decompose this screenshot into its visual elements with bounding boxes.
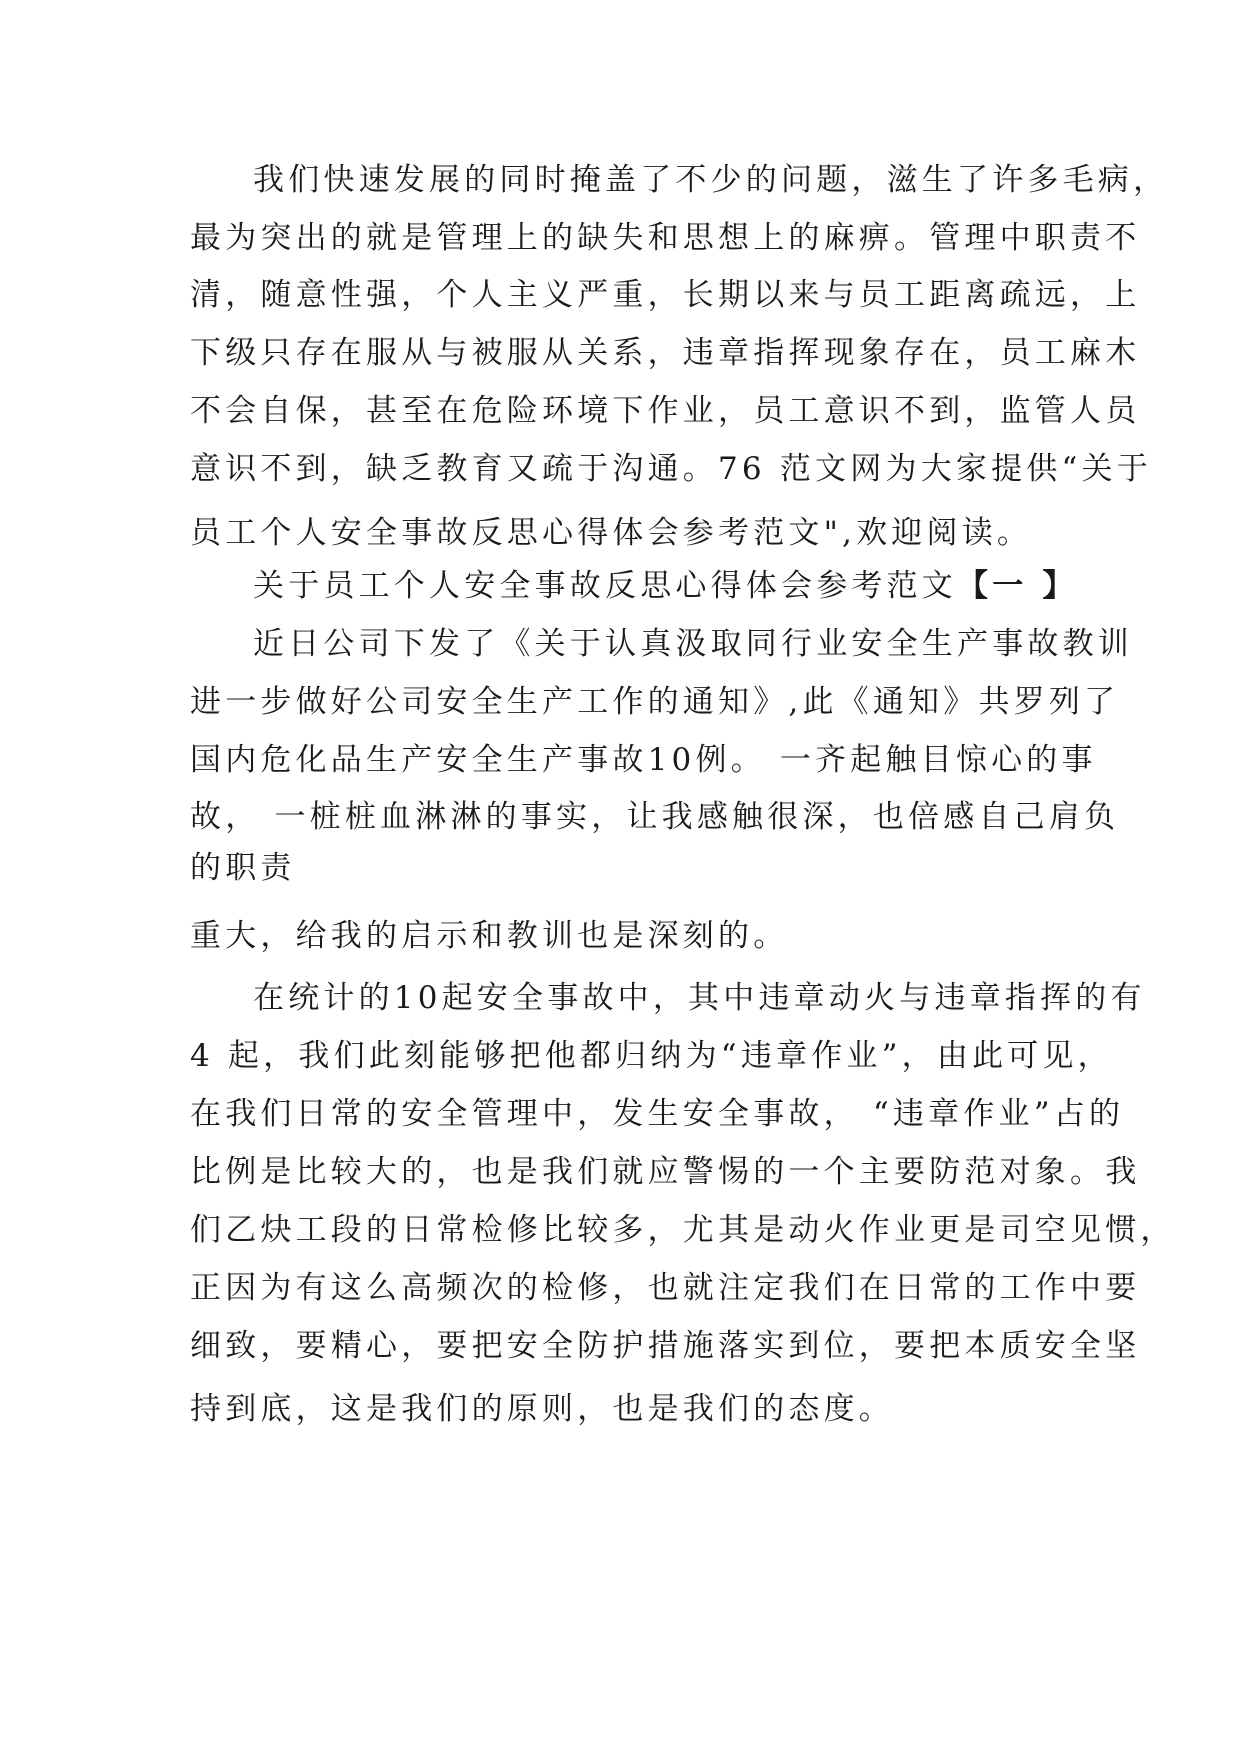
- paragraph-line: 最为突出的就是管理上的缺失和思想上的麻痹。管理中职责不: [190, 220, 1141, 256]
- paragraph-line: 持到底，这是我们的原则，也是我们的态度。: [190, 1391, 894, 1427]
- paragraph-line: 清，随意性强，个人主义严重，长期以来与员工距离疏远，上: [190, 277, 1141, 313]
- paragraph-line: 我们快速发展的同时掩盖了不少的问题，滋生了许多毛病，: [253, 162, 1169, 198]
- paragraph-line: 的职责: [190, 850, 296, 886]
- paragraph-line: 细致，要精心，要把安全防护措施落实到位，要把本质安全坚: [190, 1328, 1141, 1364]
- paragraph-line: 故， 一桩桩血淋淋的事实，让我感触很深，也倍感自己肩负: [190, 799, 1120, 835]
- paragraph-line: 员工个人安全事故反思心得体会参考范文",欢迎阅读。: [190, 515, 1033, 551]
- paragraph-line: 在我们日常的安全管理中，发生安全事故， “违章作业”占的: [190, 1096, 1125, 1132]
- section-heading-number: 【一 】: [957, 568, 1078, 604]
- paragraph-line: 正因为有这么高频次的检修，也就注定我们在日常的工作中要: [190, 1270, 1141, 1306]
- paragraph-line: 不会自保，甚至在危险环境下作业，员工意识不到，监管人员: [190, 393, 1141, 429]
- paragraph-line: 重大，给我的启示和教训也是深刻的。: [190, 918, 789, 954]
- paragraph-line: 们乙炔工段的日常检修比较多，尤其是动火作业更是司空见惯，: [190, 1212, 1176, 1248]
- section-heading: [253, 566, 1078, 606]
- paragraph-line: 进一步做好公司安全生产工作的通知》,此《通知》共罗列了: [190, 684, 1120, 720]
- paragraph-line: 国内危化品生产安全生产事故10例。 一齐起触目惊心的事: [190, 742, 1097, 778]
- paragraph-line: 4 起，我们此刻能够把他都归纳为“违章作业”，由此可见，: [190, 1038, 1113, 1074]
- paragraph-line: 在统计的10起安全事故中，其中违章动火与违章指挥的有: [253, 980, 1146, 1016]
- paragraph-line: 意识不到，缺乏教育又疏于沟通。76 范文网为大家提供“关于: [190, 451, 1152, 487]
- paragraph-line: 近日公司下发了《关于认真汲取同行业安全生产事故教训: [253, 626, 1133, 662]
- paragraph-line: 下级只存在服从与被服从关系，违章指挥现象存在，员工麻木: [190, 335, 1141, 371]
- paragraph-line: 比例是比较大的，也是我们就应警惕的一个主要防范对象。我: [190, 1154, 1141, 1190]
- section-heading-text: 关于员工个人安全事故反思心得体会参考范文: [253, 568, 957, 604]
